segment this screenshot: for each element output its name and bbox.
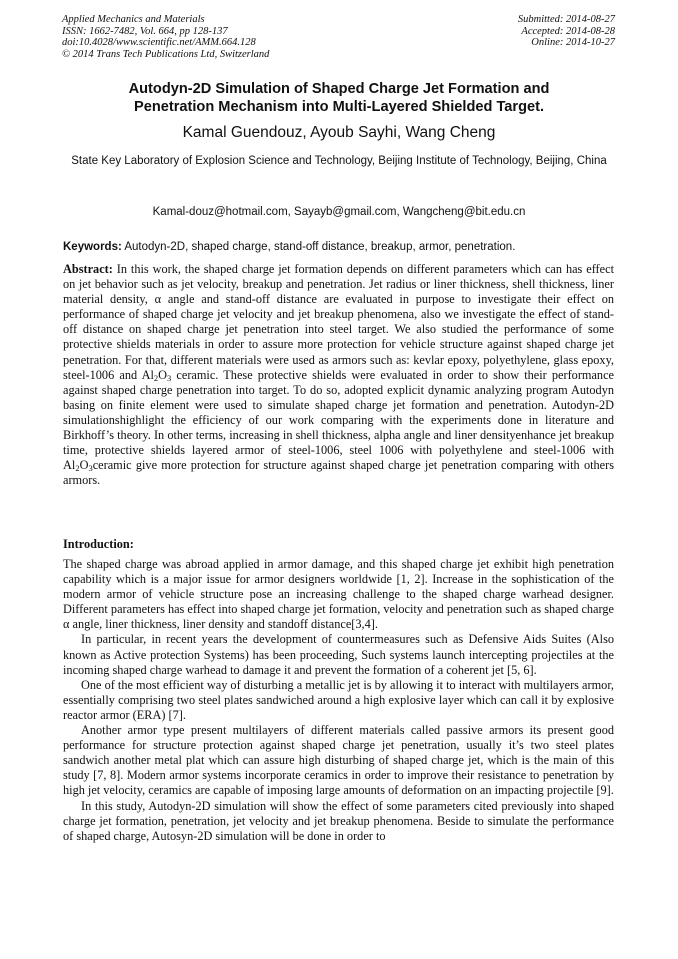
issn-line: ISSN: 1662-7482, Vol. 664, pp 128-137 — [62, 25, 228, 37]
subscript-2: 2 — [153, 372, 159, 383]
paper-title — [40, 80, 638, 116]
author-emails: Kamal-douz@hotmail.com, Sayayb@gmail.com, Wangcheng@bit.edu.cn — [152, 206, 526, 218]
oxygen-symbol: O — [158, 367, 168, 382]
abstract-label: Abstract: — [63, 262, 113, 276]
accepted-date: Accepted: 2014-08-28 — [521, 25, 615, 37]
abstract-text-2: ceramic. These protective shields were evaluated in order to show their performance against shaped charge penetration into target. To do so, adopted explicit dynamic analyzing program Autodyn basing on finite element were used to simulate shaped charge jet formation and penetration. Autodyn-2D simulationshighlight the efficiency of our work comparing with the experiments done in literature and Birkhoff’s theory. In other terms, increasing in shell thickness, alpha angle and liner densityenhance jet breakup time, protective shields layered armor of steel-1006, steel 1006 with polyethylene and steel-1006 with Al — [63, 367, 614, 473]
abstract-text-1: In this work, the shaped charge jet formation depends on different parameters which can has effect on jet behavior such as jet velocity, breakup and penetration. Jet radius or liner thickness, shell thickness, liner material density, α angle and stand-off distance are evaluated in purpose to investigate their effect on performance of shaped charge jet velocity and jet breakup phenomena, also we investigate the effect of stand-off distance on shaped charge jet penetration into steel target. We also studied the performance of some protective shields materials in order to assure more protection for vehicle structure against shaped charge jet penetration. For that, different materials were used as armors such as: kevlar epoxy, polyethylene, glass epoxy, steel-1006 and Al — [63, 262, 614, 382]
journal-info — [62, 14, 269, 60]
keywords-label: Keywords: — [63, 241, 122, 253]
journal-name: Applied Mechanics and Materials — [62, 14, 205, 25]
title-line-1: Autodyn-2D Simulation of Shaped Charge Jet Formation and — [128, 81, 550, 97]
intro-paragraph-1: The shaped charge was abroad applied in armor damage, and this shaped charge jet exhibit high penetration capability which is a major issue for armor designers worldwide [1, 2]. Increase in the sophistication of the modern armor of vehicle structure pose an increasing challenge to the shaped charge warhead designer. Different parameters has effect into shaped charge jet formation, velocity and penetration such as shaped charge α angle, liner thickness, liner density and standoff distance[3,4]. — [63, 557, 614, 632]
doi-line: doi:10.4028/www.scientific.net/AMM.664.128 — [62, 37, 256, 49]
introduction-body — [63, 557, 614, 844]
subscript-3: 3 — [167, 372, 172, 383]
submitted-date: Submitted: 2014-08-27 — [517, 14, 615, 25]
intro-paragraph-4: Another armor type present multilayers of different materials called passive armors its present good performance for structure protection against shaped charge jet penetration, usually it’s two steel plates sandwich another metal plat which can assure high disturbing of shaped charge jet, which is the main of this study [7, 8]. Modern armor systems incorporate ceramics in order to improve their resistance to penetration by high jet velocity, ceramics are capable of imposing large amounts of deformation on an impacting projectile [9]. — [63, 723, 614, 798]
copyright-line: © 2014 Trans Tech Publications Ltd, Switzerland — [62, 48, 270, 60]
intro-paragraph-3: One of the most efficient way of disturbing a metallic jet is by allowing it to interact with multilayers armor, essentially comprising two steel plates sandwiched around a high explosive layer which can call it by explosive reactor armor (ERA) [7]. — [63, 677, 614, 722]
subscript-3b: 3 — [88, 463, 93, 474]
title-line-2: Penetration Mechanism into Multi-Layered Shielded Target. — [133, 99, 545, 115]
intro-paragraph-5: In this study, Autodyn-2D simulation will show the effect of some parameters cited previously into shaped charge jet formation, penetration, jet velocity and jet breakup phenomena. Beside to simulate the performance of shaped charge, Autosyn-2D simulation will be done in order to — [63, 798, 614, 843]
online-date: Online: 2014-10-27 — [531, 37, 615, 49]
intro-paragraph-2: In particular, in recent years the development of countermeasures such as Defensive Aids Suites (Also known as Active protection Systems) has been proceeding, Such systems launch intercepting projectiles at the incoming shaped charge warhead to damage it and prevent the formation of a coherent jet [5, 6]. — [63, 632, 614, 677]
affiliation: State Key Laboratory of Explosion Science and Technology, Beijing Institute of Technology, Beijing, China — [71, 155, 607, 167]
publication-dates — [518, 14, 615, 49]
abstract-text-3: ceramic give more protection for structure against shaped charge jet penetration comparing with others armors. — [63, 458, 614, 488]
introduction-heading: Introduction: — [63, 537, 134, 551]
abstract — [63, 262, 614, 488]
subscript-2b: 2 — [75, 463, 80, 474]
keywords-text: Autodyn-2D, shaped charge, stand-off distance, breakup, armor, penetration. — [121, 241, 516, 253]
author-list: Kamal Guendouz, Ayoub Sayhi, Wang Cheng — [182, 124, 496, 141]
oxygen-symbol-b: O — [79, 458, 89, 473]
keywords — [63, 240, 617, 255]
